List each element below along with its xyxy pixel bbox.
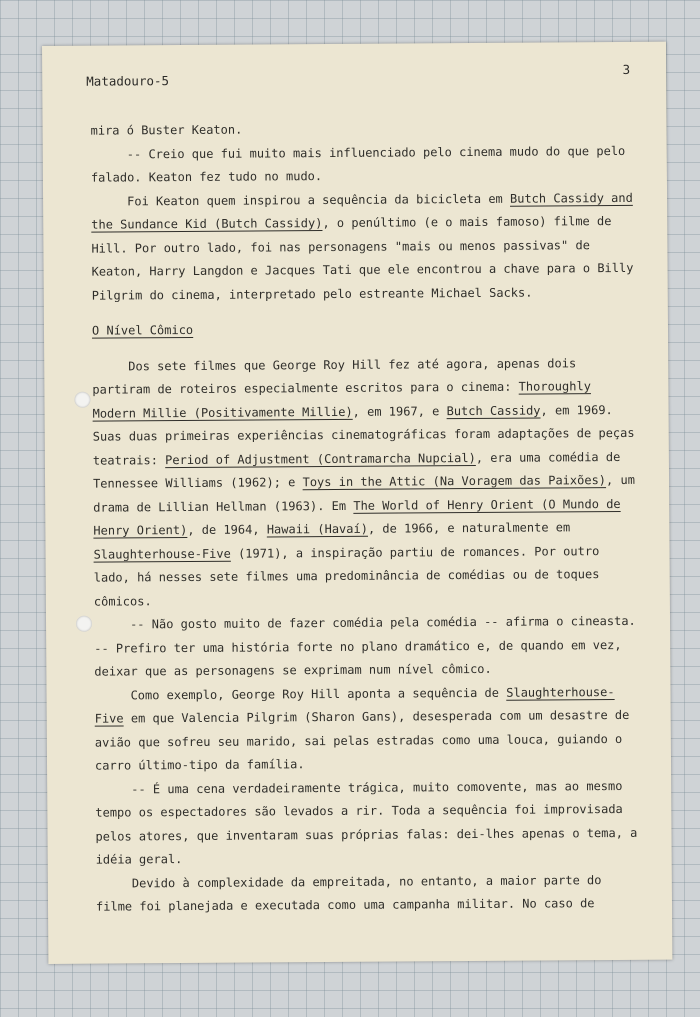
text-run: , de 1964, [187, 522, 267, 537]
underlined-title: Butch Cassidy [446, 403, 541, 418]
document-body [91, 116, 645, 919]
paragraph [91, 139, 639, 190]
text-run: Dos sete filmes que George Roy Hill fez até agora, apenas dois partiram de roteiros especialmente escritos para o cinema: [92, 355, 577, 397]
running-title: Matadouro-5 [86, 73, 170, 89]
underlined-title: Slaughterhouse-Five [94, 684, 615, 726]
text-run: , um drama de Lillian Hellman (1963). Em [93, 472, 635, 515]
section-title: O Nível Cômico [91, 322, 194, 338]
page-header [86, 61, 631, 92]
text-run: (1971), a inspiração partiu de romances. Por outro lado, há nesses sete filmes uma predominância de comédias ou de toques cômicos. [93, 543, 600, 609]
punch-hole-bottom [76, 616, 92, 632]
text-run: -- Não gosto muito de fazer comédia pela comédia -- afirma o cineasta. -- Prefiro ter uma história forte no plano dramático e, de quando em vez, deixar que as personagens se exprimam num nível cômico. [94, 613, 636, 679]
text-run: Como exemplo, George Roy Hill aponta a sequência de [130, 685, 507, 702]
paragraph [95, 774, 644, 872]
underlined-title: Hawaii (Havaí) [266, 521, 368, 537]
text-run: Foi Keaton quem inspirou a sequência da bicicleta em [127, 191, 511, 208]
text-run: -- Creio que fui muito mais influenciado pelo cinema mudo do que pelo falado. Keaton fez tudo no mudo. [90, 143, 626, 185]
text-run: , de 1966, e naturalmente em [367, 520, 571, 536]
paragraph [96, 868, 644, 919]
paragraph [91, 186, 640, 307]
text-run: mira ó Buster Keaton. [90, 122, 243, 138]
paragraph [94, 680, 643, 778]
typewritten-page [42, 42, 672, 964]
text-run: , o penúltimo (e o mais famoso) filme de Hill. Por outro lado, foi nas personagens "mais ou menos passivas" de Keaton, Harry Langdon e Jacques Tati que ele encontrou a chave para o Billy Pilgrim do cinema, interpretado pelo estreante Michael Sacks. [91, 214, 634, 303]
text-run: , em 1967, e [352, 403, 447, 419]
underlined-title: Thoroughly Modern Millie (Positivamente Millie) [92, 379, 591, 421]
underlined-title: Slaughterhouse-Five [93, 546, 231, 562]
underlined-title: Toys in the Attic (Na Voragem das Paixões) [302, 473, 607, 490]
underlined-title: Butch Cassidy and the Sundance Kid (Butch Cassidy) [91, 190, 633, 232]
underlined-title: Period of Adjustment (Contramarcha Nupcial) [165, 450, 476, 467]
text-run: , era uma comédia de Tennessee Williams (1962); e [93, 449, 621, 491]
text-run: Devido à complexidade da empreitada, no entanto, a maior parte do filme foi planejada e executada como uma campanha militar. No caso de [95, 872, 602, 914]
paragraph [94, 610, 642, 684]
underlined-title: The World of Henry Orient (O Mundo de Henry Orient) [93, 496, 621, 538]
page-number: 3 [622, 61, 631, 77]
text-run: -- É uma cena verdadeiramente trágica, muito comovente, mas ao mesmo tempo os espectadores são levados a rir. Toda a sequência foi improvisada pelos atores, que inventaram suas próprias falas: dei-lhes apenas o tema, a idéia geral. [95, 778, 638, 867]
punch-hole-top [74, 392, 90, 408]
text-run: , em 1969. Suas duas primeiras experiências cinematográficas foram adaptações de peças teatrais: [92, 402, 635, 468]
text-run: em que Valencia Pilgrim (Sharon Gans), desesperada com um desastre de avião que sofreu seu marido, sai pelas estradas como uma louca, guiando o carro último-tipo da família. [94, 707, 630, 773]
paragraph [92, 351, 642, 613]
